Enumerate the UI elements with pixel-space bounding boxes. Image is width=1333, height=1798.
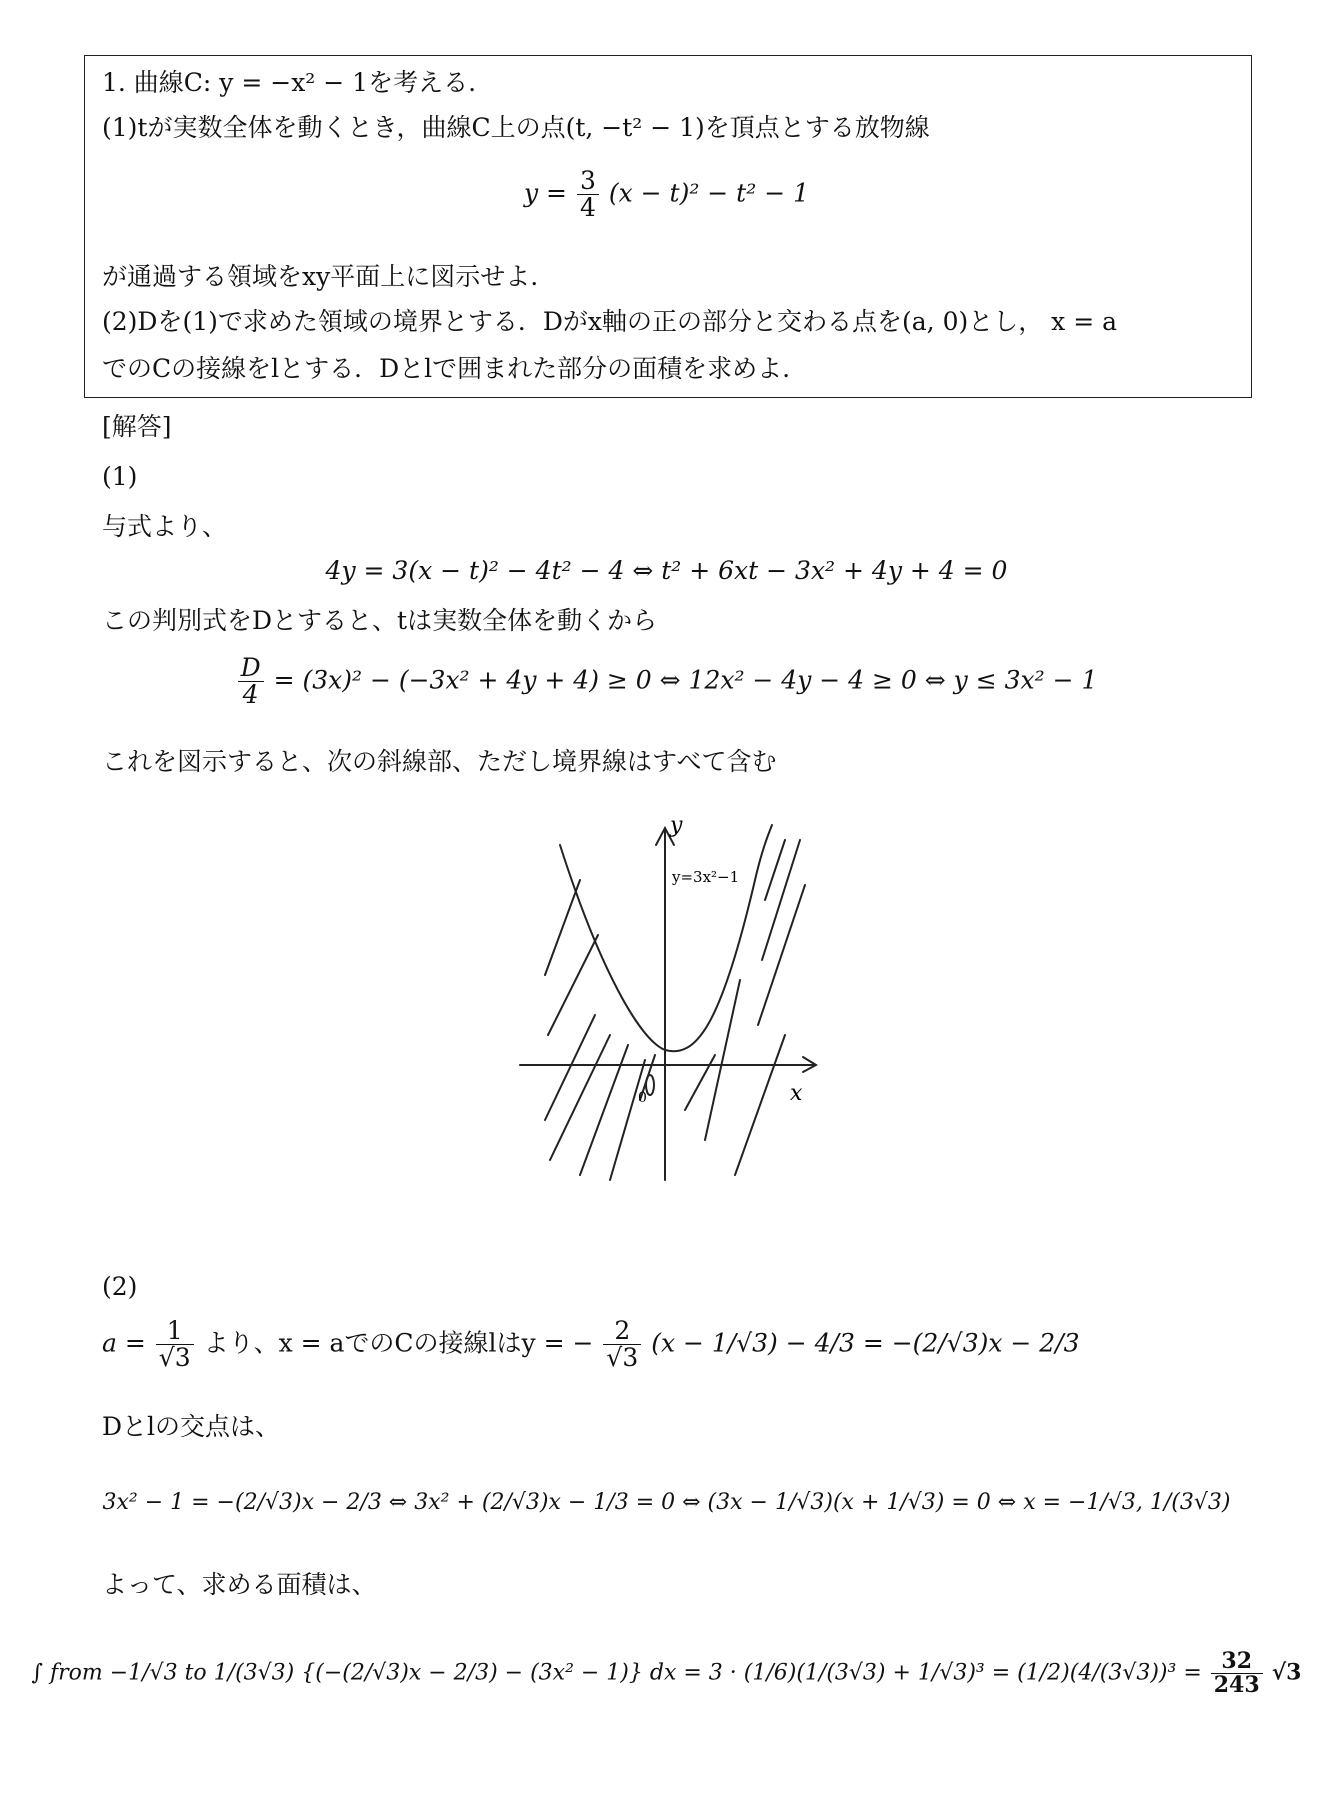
t-num: 2 [603, 1318, 641, 1345]
answer-sentence-2: この判別式をDとすると、tは実数全体を動くから [102, 606, 658, 635]
problem-line-4: が通過する領域をxy平面上に図示せよ. [102, 262, 539, 291]
part1-label: (1) [102, 462, 138, 491]
problem-parabola-equation [0, 168, 1333, 222]
y-axis-label: y [670, 813, 683, 838]
eq4-body: ∫ from −1/√3 to 1/(3√3) {(−(2/√3)x − 2/3) − (3x² − 1)} dx = 3 · (1/6)(1/(3√3) + 1/√3)³ = (1/2)(4/(3√3))³ = [31, 1660, 1202, 1686]
x-axis-label: x [790, 1081, 803, 1106]
part2-label: (2) [102, 1272, 138, 1301]
eq-rhs: (x − t)² − t² − 1 [608, 178, 809, 208]
a-eq: a = [102, 1328, 146, 1358]
region-graph [500, 800, 840, 1190]
final-tail: √3 [1271, 1659, 1302, 1686]
eq2-fraction [238, 655, 264, 709]
t-rest: (x − 1/√3) − 4/3 = −(2/√3)x − 2/3 [651, 1328, 1080, 1358]
final-fraction [1211, 1650, 1263, 1697]
curve-label: y=3x²−1 [672, 868, 740, 886]
answer-sentence-4: Dとlの交点は、 [102, 1412, 281, 1441]
final-num: 32 [1211, 1650, 1263, 1674]
eq2-num: D [238, 655, 264, 682]
equation-2 [0, 655, 1333, 709]
eq2-rest: = (3x)² − (−3x² + 4y + 4) ≥ 0 ⇔ 12x² − 4y − 4 ≥ 0 ⇔ y ≤ 3x² − 1 [273, 665, 1098, 695]
origin-mark [646, 1075, 654, 1095]
final-den: 243 [1213, 1672, 1260, 1699]
problem-line-2: (1)tが実数全体を動くとき，曲線C上の点(t, −t² − 1)を頂点とする放物線 [102, 113, 930, 142]
eq-fraction [577, 168, 599, 222]
a-num: 1 [156, 1318, 194, 1345]
equation-3: 3x² − 1 = −(2/√3)x − 2/3 ⇔ 3x² + (2/√3)x − 1/3 = 0 ⇔ (3x − 1/√3)(x + 1/√3) = 0 ⇔ x = −1/√3, 1/(3√3) [102, 1490, 1231, 1515]
a-den: √3 [158, 1343, 191, 1373]
eq-frac-den: 4 [579, 193, 596, 223]
answer-header: [解答] [102, 412, 172, 441]
answer-sentence-3: これを図示すると、次の斜線部、ただし境界線はすべて含む [102, 747, 777, 776]
problem-box [84, 55, 1252, 398]
origin-label: 0 [638, 1090, 647, 1106]
problem-line-1: 1. 曲線C: y = −x² − 1を考える. [102, 68, 477, 97]
equation-4 [0, 1650, 1333, 1697]
equation-1: 4y = 3(x − t)² − 4t² − 4 ⇔ t² + 6xt − 3x² + 4y + 4 = 0 [325, 556, 1008, 585]
problem-line-5: (2)Dを(1)で求めた領域の境界とする．Dがx軸の正の部分と交わる点を(a, 0)とし， x = a [102, 307, 1118, 336]
answer-sentence-1: 与式より、 [102, 512, 228, 541]
a-text: より、x = aでのCの接線lはy = − [203, 1328, 594, 1358]
eq2-den: 4 [242, 680, 259, 710]
a-fraction [156, 1318, 194, 1372]
hatch-lines-left [545, 880, 655, 1180]
problem-line-6: でのCの接線をlとする．Dとlで囲まれた部分の面積を求めよ. [102, 354, 791, 383]
eq-lhs: y = [523, 178, 568, 208]
tangent-slope-fraction [603, 1318, 641, 1372]
hatch-lines-right [685, 840, 805, 1175]
t-den: √3 [606, 1343, 639, 1373]
tangent-line-statement [102, 1318, 1080, 1372]
eq-frac-num: 3 [577, 168, 599, 195]
answer-sentence-5: よって、求める面積は、 [102, 1570, 377, 1599]
